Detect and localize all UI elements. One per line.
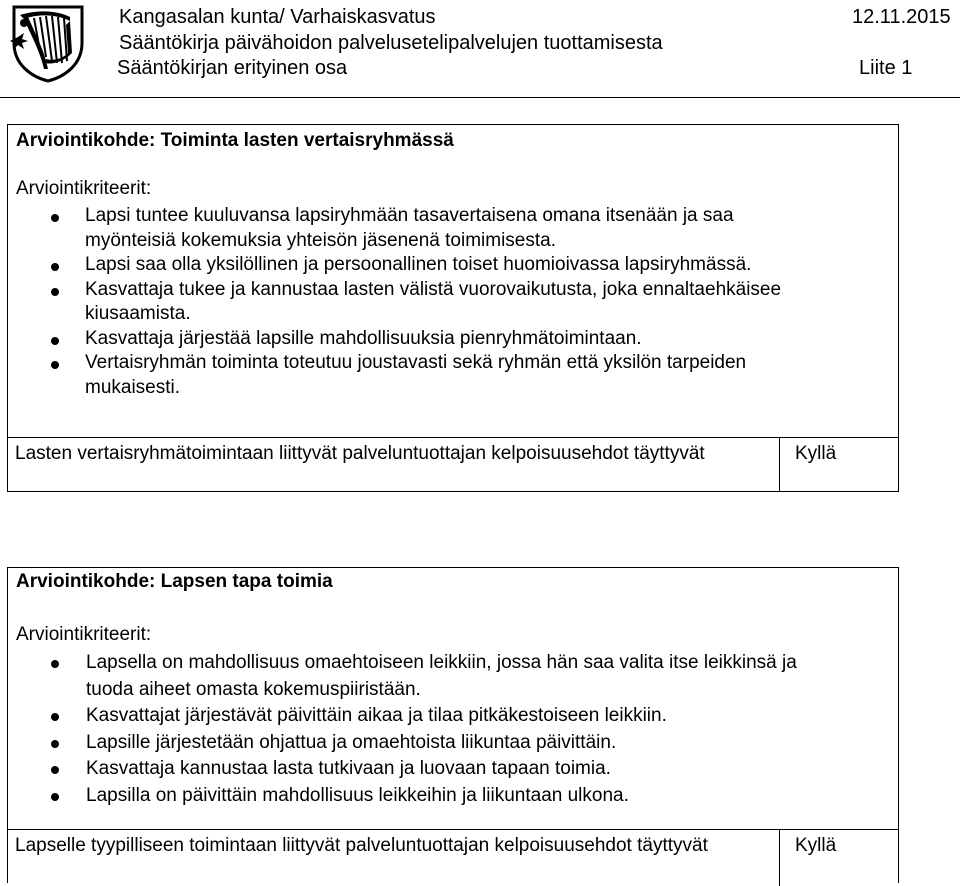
document-date: 12.11.2015 (852, 6, 951, 28)
bullet-icon (51, 361, 59, 369)
column-divider (779, 830, 780, 886)
bullet-icon (51, 337, 59, 345)
organization-name: Kangasalan kunta/ Varhaiskasvatus (119, 6, 436, 28)
criteria-item: Kasvattaja tukee ja kannustaa lasten välistä vuorovaikutusta, joka ennaltaehkäisee kiusaamista. (8, 278, 808, 327)
document-section: Sääntökirjan erityinen osa (117, 57, 348, 79)
coat-of-arms-logo (10, 3, 86, 83)
eligibility-text: Lapselle tyypilliseen toimintaan liittyvät palveluntuottajan kelpoisuusehdot täyttyvät (15, 835, 708, 856)
assessment-block-peer-group (7, 124, 899, 492)
criteria-item: Lapsille järjestetään ohjattua ja omaehtoista liikuntaa päivittäin. (8, 730, 808, 757)
eligibility-text: Lasten vertaisryhmätoimintaan liittyvät palveluntuottajan kelpoisuusehdot täyttyvät (15, 443, 705, 464)
criteria-item: Kasvattaja järjestää lapsille mahdollisuuksia pienryhmätoimintaan. (8, 327, 808, 352)
criteria-item: Kasvattaja kannustaa lasta tutkivaan ja luovaan tapaan toimia. (8, 756, 808, 783)
document-title: Sääntökirja päivähoidon palvelusetelipalvelujen tuottamisesta (119, 32, 663, 54)
criteria-label: Arviointikriteerit: (16, 624, 152, 645)
criteria-item: Vertaisryhmän toiminta toteutuu joustavasti sekä ryhmän että yksilön tarpeiden mukaisesti. (8, 351, 808, 400)
column-divider (779, 438, 780, 492)
criteria-label: Arviointikriteerit: (16, 178, 152, 199)
bullet-icon (51, 288, 59, 296)
eligibility-answer: Kyllä (795, 443, 837, 464)
criteria-list (8, 650, 808, 809)
eligibility-row (8, 829, 898, 885)
bullet-icon (51, 713, 59, 721)
assessment-title: Arviointikohde: Lapsen tapa toimia (16, 571, 333, 592)
bullet-icon (51, 214, 59, 222)
eligibility-answer: Kyllä (795, 835, 837, 856)
bullet-icon (51, 793, 59, 801)
bullet-icon (51, 660, 59, 668)
eligibility-row (8, 437, 898, 491)
bullet-icon (51, 740, 59, 748)
criteria-item: Lapsi tuntee kuuluvansa lapsiryhmään tasavertaisena omana itsenään ja saa myönteisiä kokemuksia yhteisön jäsenenä toimimisesta. (8, 204, 808, 253)
header-divider (0, 97, 960, 98)
criteria-item: Lapsella on mahdollisuus omaehtoiseen leikkiin, jossa hän saa valita itse leikkinsä ja tuoda aiheet omasta kokemuspiiristään. (8, 650, 808, 703)
bullet-icon (51, 263, 59, 271)
criteria-item: Lapsilla on päivittäin mahdollisuus leikkeihin ja liikuntaan ulkona. (8, 783, 808, 810)
criteria-item: Kasvattajat järjestävät päivittäin aikaa ja tilaa pitkäkestoiseen leikkiin. (8, 703, 808, 730)
assessment-block-child-activity (7, 567, 899, 883)
assessment-title: Arviointikohde: Toiminta lasten vertaisryhmässä (16, 130, 454, 151)
criteria-item: Lapsi saa olla yksilöllinen ja persoonallinen toiset huomioivassa lapsiryhmässä. (8, 253, 808, 278)
appendix-label: Liite 1 (859, 57, 913, 79)
criteria-list (8, 204, 808, 400)
bullet-icon (51, 766, 59, 774)
